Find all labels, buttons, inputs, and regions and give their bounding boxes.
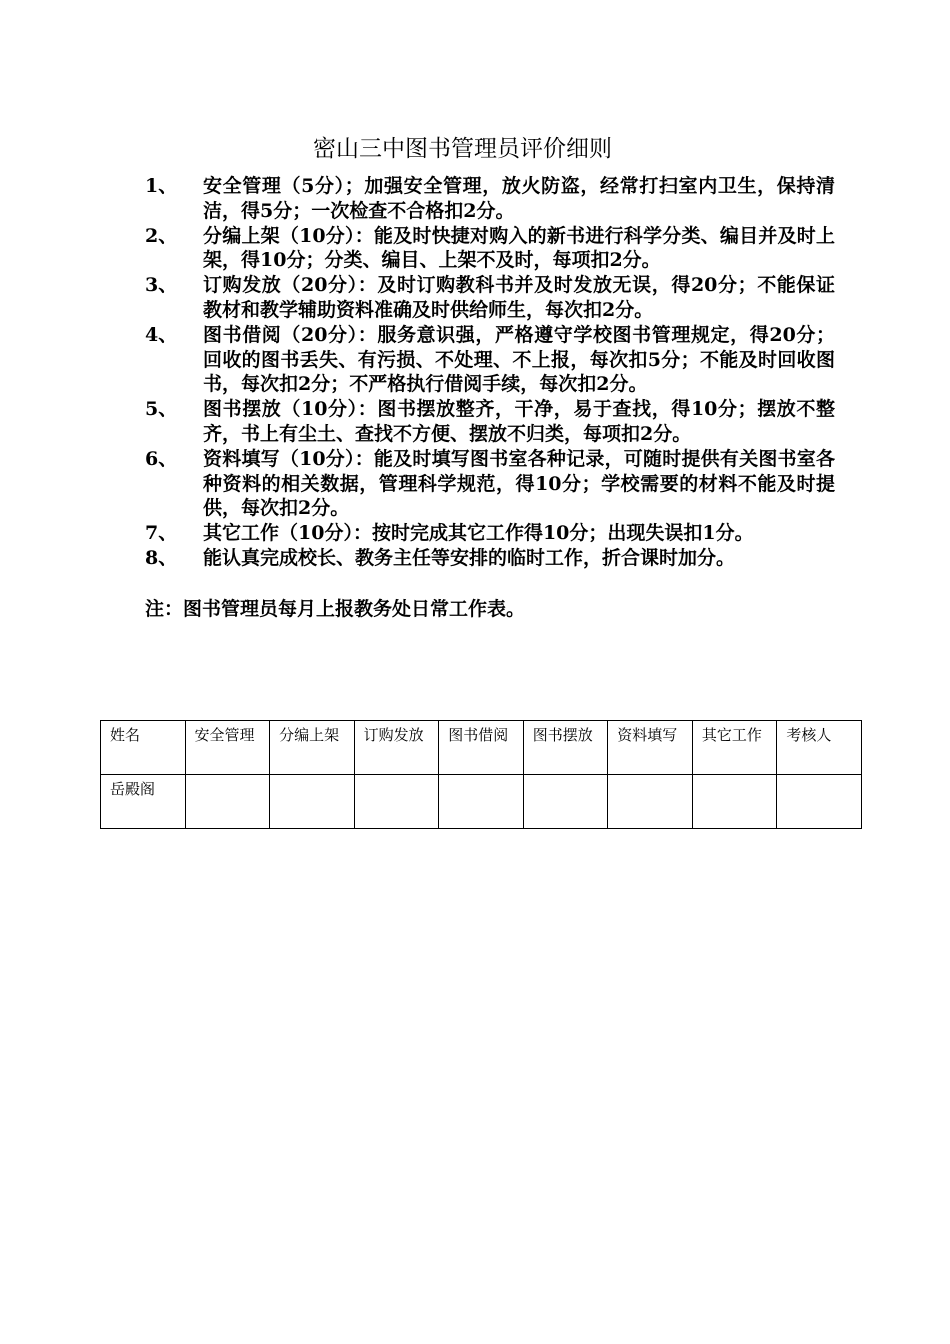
rule-text: 资料填写（10分）：能及时填写图书室各种记录，可随时提供有关图书室各种资料的相关数据，管理科学规范，得10分；学校需要的材料不能及时提供，每次扣2分。 (203, 447, 835, 520)
rule-text: 能认真完成校长、教务主任等安排的临时工作，折合课时加分。 (203, 546, 736, 569)
rule-item (145, 224, 835, 274)
rule-number: 7、 (145, 522, 178, 545)
table-header-cell: 分编上架 (270, 721, 355, 775)
table-cell (692, 775, 777, 829)
table-cell (185, 775, 270, 829)
table-header-cell: 图书摆放 (523, 721, 608, 775)
rule-text: 图书借阅（20分）：服务意识强，严格遵守学校图书管理规定，得20分；回收的图书丢失、有污损、不处理、不上报，每次扣5分；不能及时回收图书，每次扣2分；不严格执行借阅手续，每次扣2分。 (203, 323, 835, 396)
evaluation-table (100, 720, 862, 829)
rule-number: 8、 (145, 546, 178, 569)
rule-item (145, 273, 835, 323)
table-cell (439, 775, 524, 829)
rule-number: 3、 (145, 274, 178, 297)
table-header-cell: 资料填写 (608, 721, 693, 775)
rule-text: 分编上架（10分）：能及时快捷对购入的新书进行科学分类、编目并及时上架，得10分；分类、编目、上架不及时，每项扣2分。 (203, 224, 835, 272)
rule-text: 订购发放（20分）：及时订购教科书并及时发放无误，得20分；不能保证教材和教学辅助资料准确及时供给师生，每次扣2分。 (203, 274, 835, 321)
rule-item (145, 323, 835, 397)
table-header-cell: 姓名 (101, 721, 186, 775)
table-cell (777, 775, 862, 829)
table-header-cell: 安全管理 (185, 721, 270, 775)
table-cell (608, 775, 693, 829)
rule-text: 图书摆放（10分）：图书摆放整齐，干净，易于查找，得10分；摆放不整齐，书上有尘土、查找不方便、摆放不归类，每项扣2分。 (203, 398, 835, 445)
table-header-row (101, 721, 862, 775)
rule-item (145, 397, 835, 447)
rule-number: 2、 (145, 224, 178, 247)
table-header-cell: 订购发放 (354, 721, 439, 775)
rule-number: 6、 (145, 447, 178, 470)
rule-item (145, 174, 835, 224)
table-header-cell: 其它工作 (692, 721, 777, 775)
table-row (101, 775, 862, 829)
table-header-cell: 图书借阅 (439, 721, 524, 775)
rule-number: 4、 (145, 323, 178, 346)
table-header-cell: 考核人 (777, 721, 862, 775)
rule-item (145, 546, 835, 571)
rule-number: 5、 (145, 398, 178, 421)
table-cell: 岳殿阁 (101, 775, 186, 829)
rule-number: 1、 (145, 175, 178, 197)
rule-text: 其它工作（10分）：按时完成其它工作得10分；出现失误扣1分。 (203, 522, 754, 545)
table-cell (270, 775, 355, 829)
rule-text: 安全管理（5分）；加强安全管理，放火防盗，经常打扫室内卫生，保持清洁，得5分；一次检查不合格扣2分。 (203, 175, 835, 222)
document-title: 密山三中图书管理员评价细则 (313, 136, 612, 162)
table-cell (354, 775, 439, 829)
footnote: 注：图书管理员每月上报教务处日常工作表。 (145, 598, 526, 620)
rule-item (145, 521, 835, 546)
rule-item (145, 447, 835, 521)
rules-list (145, 174, 835, 571)
table-cell (523, 775, 608, 829)
